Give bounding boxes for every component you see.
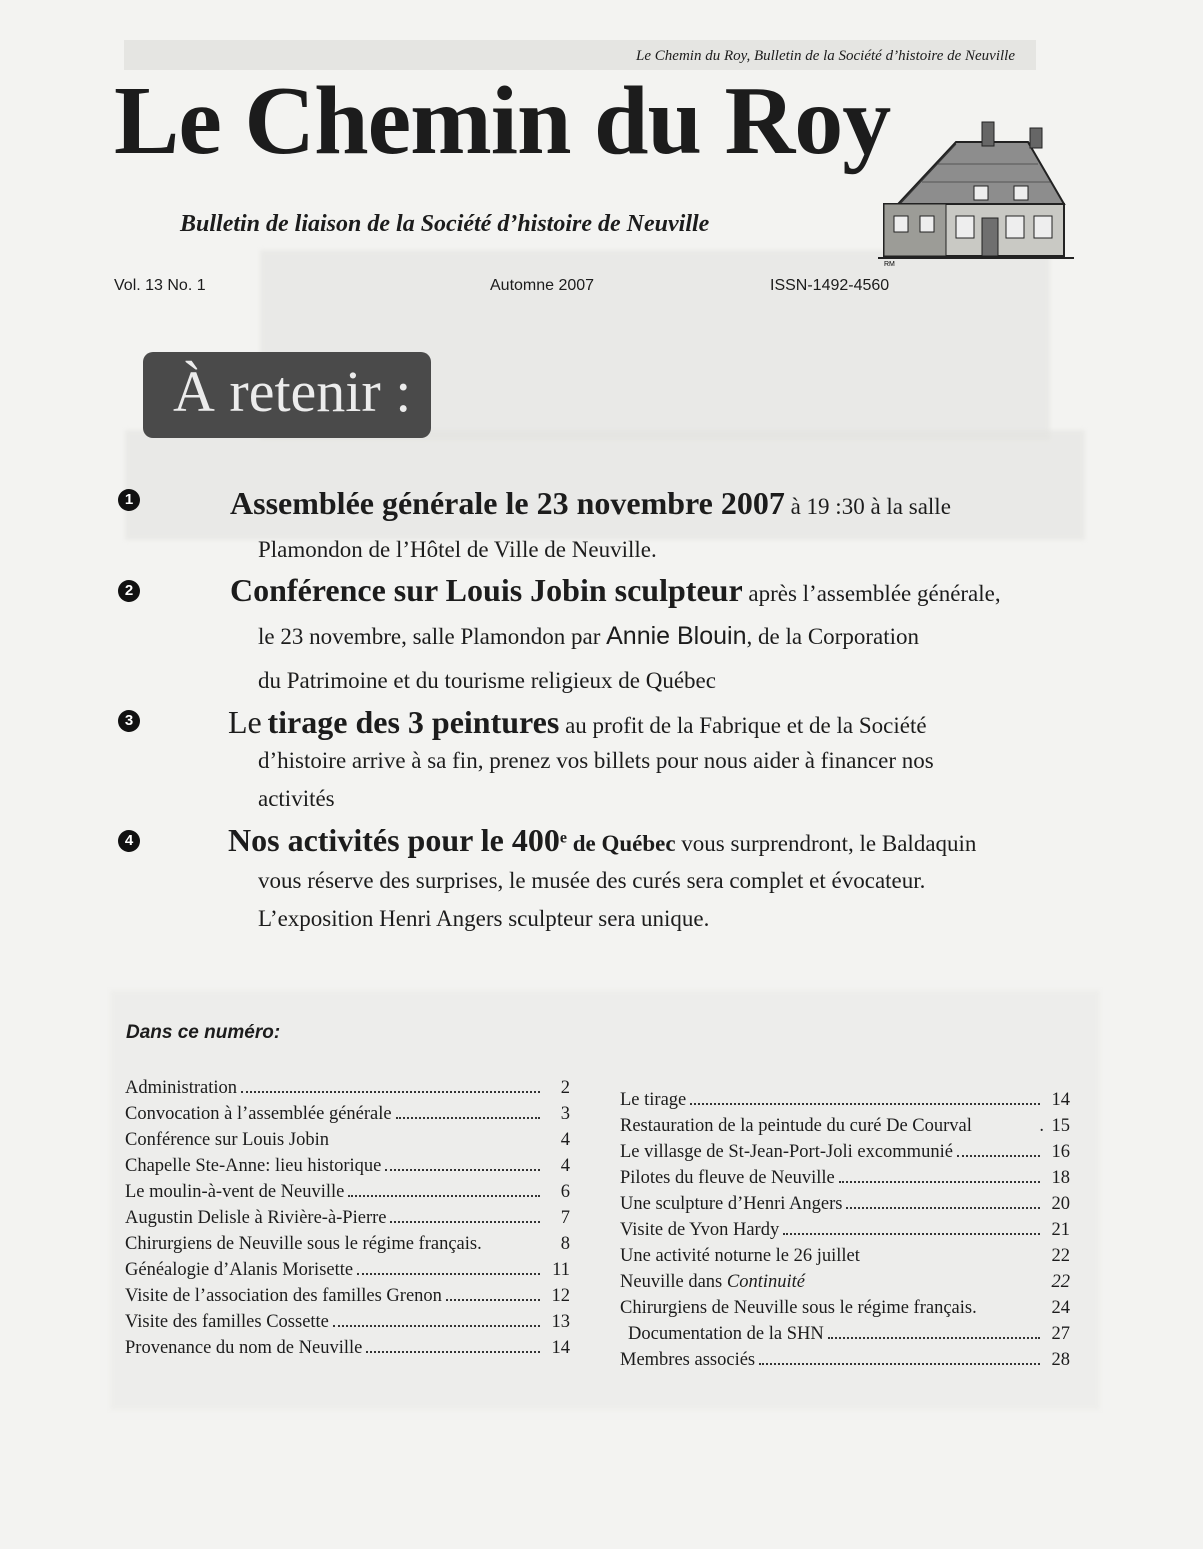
a-retenir-label: À retenir : [173,359,412,424]
toc-entry-label: Une activité noturne le 26 juillet [620,1246,860,1266]
item-number-bullet: 4 [118,830,140,852]
item-text: vous réserve des surprises, le musée des curés sera complet et évocateur. [258,868,926,893]
toc-leader-dots [366,1351,540,1353]
toc-entry-label: Augustin Delisle à Rivière-à-Pierre [125,1208,387,1228]
toc-entry-label: Le villasge de St-Jean-Port-Joli excommunié [620,1142,953,1162]
toc-entry-label: Conférence sur Louis Jobin [125,1130,329,1150]
toc-entry[interactable] [125,1182,570,1203]
toc-entry-page: 12 [551,1286,570,1306]
toc-entry[interactable] [125,1130,570,1151]
item-superscript: e [559,829,567,847]
toc-entry-page: 21 [1051,1220,1070,1240]
toc-leader-dots [839,1181,1040,1183]
toc-leader-dots [385,1169,540,1171]
toc-entry-page: 20 [1051,1194,1070,1214]
toc-entry-label: Documentation de la SHN [628,1324,824,1344]
toc-entry-label: Neuville dans [620,1272,723,1292]
toc-leader-dots [957,1155,1040,1157]
toc-leader-dots [690,1103,1040,1105]
toc-entry[interactable] [620,1350,1070,1371]
toc-entry-page: 22 [1051,1272,1070,1292]
issn: ISSN-1492-4560 [770,277,890,294]
toc-entry-page: 11 [552,1260,570,1280]
item-text: au profit de la Fabrique et de la Société [565,713,927,738]
toc-entry[interactable] [125,1286,570,1307]
item-line [258,622,919,651]
item-line [230,572,1001,609]
item-headline: tirage des 3 peintures [267,704,560,740]
announcement-item [118,822,1078,942]
toc-title: Dans ce numéro: [126,1022,281,1043]
toc-entry[interactable] [620,1298,1070,1319]
item-number-bullet: 1 [118,489,140,511]
toc-entry-label: Chirurgiens de Neuville sous le régime français. [620,1298,977,1318]
toc-entry-page: 4 [560,1156,570,1176]
toc-entry-page: 28 [1051,1350,1070,1370]
toc-entry-label: Chirurgiens de Neuville sous le régime français. [125,1234,482,1254]
toc-entry-label: Généalogie d’Alanis Morisette [125,1260,354,1280]
item-headline: Nos activités pour le 400 [228,822,560,858]
item-line [228,704,927,741]
toc-entry[interactable] [620,1246,1070,1267]
house-illustration [878,112,1074,268]
toc-entry-label: Le tirage [620,1090,687,1110]
toc-leader-dots [446,1299,540,1301]
toc-entry-page: 8 [560,1234,570,1254]
item-line [230,485,951,522]
toc-entry-label: Pilotes du fleuve de Neuville [620,1168,835,1188]
toc-entry-label: Convocation à l’assemblée générale [125,1104,392,1124]
toc-leader-dots [333,1325,540,1327]
toc-entry[interactable] [620,1220,1070,1241]
masthead-subtitle: Bulletin de liaison de la Société d’histoire de Neuville [180,211,710,237]
toc-entry[interactable] [125,1234,570,1255]
toc-leader-dots [783,1233,1040,1235]
item-text: après l’assemblée générale, [748,581,1001,606]
toc-leader-dots [241,1091,540,1093]
toc-entry-label: Visite de l’association des familles Grenon [125,1286,442,1306]
masthead-title: Le Chemin du Roy [114,67,891,175]
announcement-item [118,572,1078,702]
toc-entry-page: 18 [1051,1168,1070,1188]
item-text: Plamondon de l’Hôtel de Ville de Neuville. [258,537,657,562]
toc-entry[interactable] [125,1156,570,1177]
item-text: L’exposition Henri Angers sculpteur sera unique. [258,906,710,931]
toc-entry[interactable] [628,1324,1070,1345]
toc-entry[interactable] [125,1078,570,1099]
toc-entry-page: 14 [1051,1090,1070,1110]
item-number-bullet: 2 [118,580,140,602]
toc-entry-page: 7 [560,1208,570,1228]
item-text: d’histoire arrive à sa fin, prenez vos billets pour nous aider à financer nos [258,748,934,773]
toc-separator: . [1039,1116,1044,1136]
illustration-initials: RM [884,261,895,268]
toc-entry-label: Administration [125,1078,238,1098]
toc-leader-dots [759,1363,1040,1365]
item-headline: Assemblée générale le 23 novembre 2007 [230,485,785,521]
item-number-bullet: 3 [118,710,140,732]
item-text: Le [228,704,262,740]
toc-entry[interactable] [620,1272,1070,1293]
toc-entry[interactable] [125,1104,570,1125]
toc-entry-label-italic: Continuité [726,1272,805,1292]
item-line [228,822,976,859]
toc-entry-label: Chapelle Ste-Anne: lieu historique [125,1156,382,1176]
toc-entry-label: Une sculpture d’Henri Angers [620,1194,843,1214]
item-text: du Patrimoine et du tourisme religieux de Québec [258,668,716,693]
toc-entry[interactable] [125,1208,570,1229]
toc-entry-label: Membres associés [620,1350,756,1370]
toc-entry[interactable] [620,1090,1070,1111]
toc-entry-page: 27 [1051,1324,1070,1344]
toc-entry[interactable] [125,1338,570,1359]
volume-number: Vol. 13 No. 1 [114,277,206,294]
item-text: le 23 novembre, salle Plamondon par [258,624,601,649]
item-headline: Conférence sur Louis Jobin sculpteur [230,572,743,608]
announcement-item [118,485,1078,565]
toc-entry-page: 22 [1051,1246,1070,1266]
toc-entry[interactable] [125,1312,570,1333]
toc-entry-page: 4 [560,1130,570,1150]
toc-entry[interactable] [620,1142,1070,1163]
toc-entry-label: Provenance du nom de Neuville [125,1338,363,1358]
toc-leader-dots [390,1221,540,1223]
toc-entry[interactable] [620,1194,1070,1215]
toc-leader-dots [357,1273,540,1275]
item-text: de Québec [572,831,676,856]
toc-entry-page: 6 [560,1182,570,1202]
announcement-item [118,704,1078,824]
toc-entry[interactable] [620,1116,1070,1137]
item-text: à 19 :30 à la salle [790,494,951,519]
issue-season: Automne 2007 [490,277,595,294]
toc-entry-page: 14 [551,1338,570,1358]
toc-entry[interactable] [125,1260,570,1281]
toc-entry-label: Restauration de la peintude du curé De Courval [620,1116,972,1136]
toc-entry-page: 15 [1051,1116,1070,1136]
speaker-name: Annie Blouin [606,622,747,650]
toc-entry-page: 3 [560,1104,570,1124]
toc-entry-page: 24 [1051,1298,1070,1318]
toc-entry-page: 13 [551,1312,570,1332]
toc-entry-label: Le moulin-à-vent de Neuville [125,1182,345,1202]
a-retenir-banner [143,352,431,438]
running-head: Le Chemin du Roy, Bulletin de la Société d’histoire de Neuville [636,48,1015,64]
item-text: , de la Corporation [746,624,919,649]
toc-entry[interactable] [620,1168,1070,1189]
toc-entry-page: 2 [560,1078,570,1098]
toc-entry-label: Visite des familles Cossette [125,1312,329,1332]
toc-entry-page: 16 [1051,1142,1070,1162]
item-text: activités [258,786,335,811]
toc-leader-dots [828,1337,1040,1339]
toc-entry-label: Visite de Yvon Hardy [620,1220,780,1240]
toc-leader-dots [396,1117,540,1119]
toc-leader-dots [846,1207,1040,1209]
item-text: vous surprendront, le Baldaquin [681,831,977,856]
toc-leader-dots [348,1195,540,1197]
